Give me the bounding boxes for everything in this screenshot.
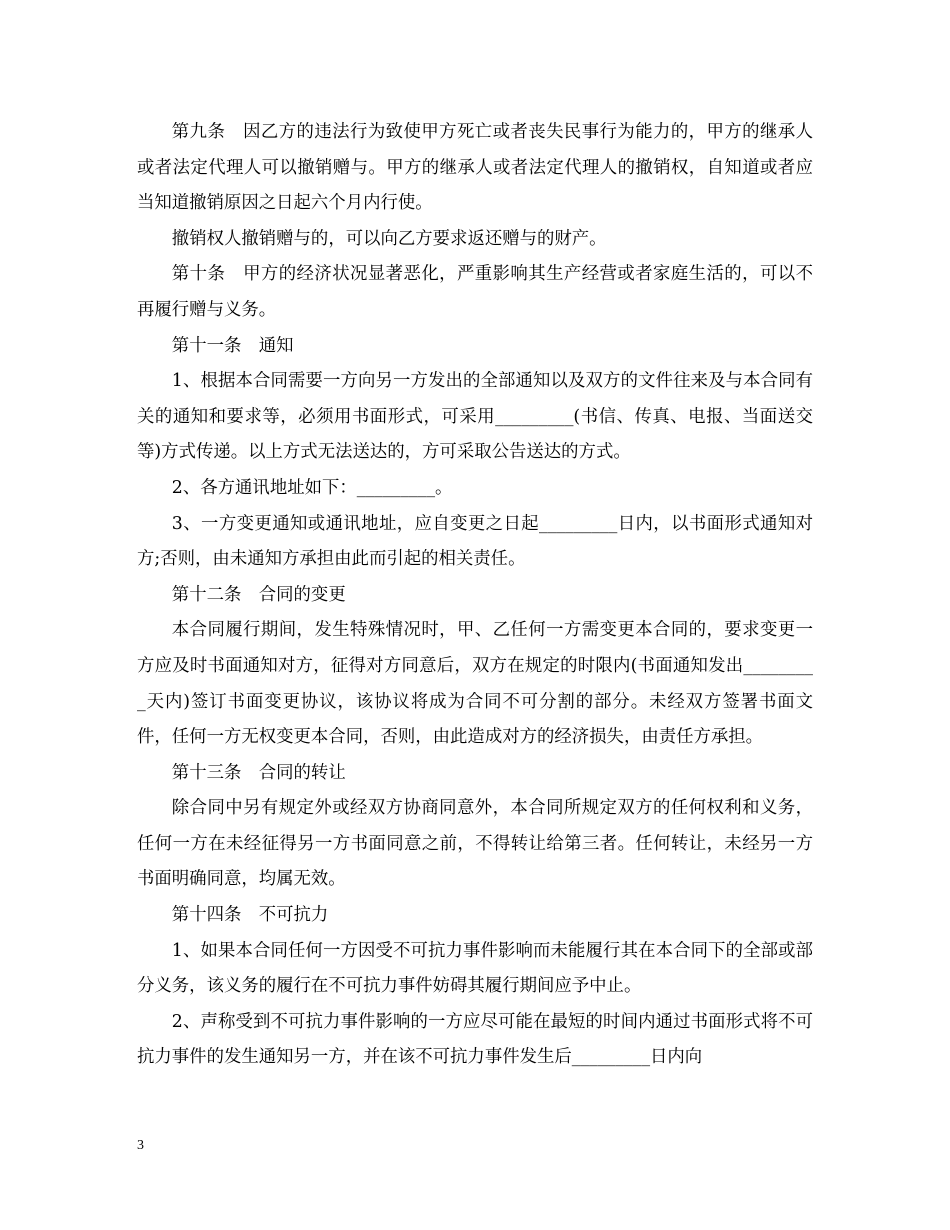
document-body bbox=[137, 115, 813, 1076]
paragraph-force-majeure-1: 1、如果本合同任何一方因受不可抗力事件影响而未能履行其在本合同下的全部或部分义务，该义务的履行在不可抗力事件妨碍其履行期间应予中止。 bbox=[137, 940, 813, 997]
paragraph-article-9: 第九条 因乙方的违法行为致使甲方死亡或者丧失民事行为能力的，甲方的继承人或者法定代理人可以撤销赠与。甲方的继承人或者法定代理人的撤销权，自知道或者应当知道撤销原因之日起六个月内行使。 bbox=[137, 122, 813, 214]
paragraph-contract-change: 本合同履行期间，发生特殊情况时，甲、乙任何一方需变更本合同的，要求变更一方应及时书面通知对方，征得对方同意后，双方在规定的时限内(书面通知发出_________天内)签订书面变更协议，该协议将成为合同不可分割的部分。未经双方签署书面文件，任何一方无权变更本合同，否则，由此造成对方的经济损失，由责任方承担。 bbox=[137, 620, 813, 748]
heading-article-13-transfer: 第十三条 合同的转让 bbox=[171, 762, 346, 783]
paragraph-revocation-return: 撤销权人撤销赠与的，可以向乙方要求返还赠与的财产。 bbox=[171, 228, 607, 249]
paragraph-article-10: 第十条 甲方的经济状况显著恶化，严重影响其生产经营或者家庭生活的，可以不再履行赠与义务。 bbox=[137, 264, 813, 320]
page-number: 3 bbox=[137, 1138, 144, 1153]
paragraph-force-majeure-2: 2、声称受到不可抗力事件影响的一方应尽可能在最短的时间内通过书面形式将不可抗力事件的发生通知另一方，并在该不可抗力事件发生后_________日内向 bbox=[137, 1011, 813, 1068]
paragraph-notice-2: 2、各方通讯地址如下：_________。 bbox=[171, 477, 453, 498]
paragraph-notice-3: 3、一方变更通知或通讯地址，应自变更之日起_________日内，以书面形式通知对方;否则，由未通知方承担由此而引起的相关责任。 bbox=[137, 513, 813, 570]
heading-article-11-notice: 第十一条 通知 bbox=[171, 335, 294, 356]
paragraph-contract-transfer: 除合同中另有规定外或经双方协商同意外，本合同所规定双方的任何权利和义务，任何一方在未经征得另一方书面同意之前，不得转让给第三者。任何转让，未经另一方书面明确同意，均属无效。 bbox=[137, 798, 813, 890]
paragraph-notice-1: 1、根据本合同需要一方向另一方发出的全部通知以及双方的文件往来及与本合同有关的通知和要求等，必须用书面形式，可采用_________(书信、传真、电报、当面送交等)方式传递。以上方式无法送达的，方可采取公告送达的方式。 bbox=[137, 371, 813, 463]
heading-article-14-force-majeure: 第十四条 不可抗力 bbox=[171, 905, 329, 926]
heading-article-12-change: 第十二条 合同的变更 bbox=[171, 584, 346, 605]
